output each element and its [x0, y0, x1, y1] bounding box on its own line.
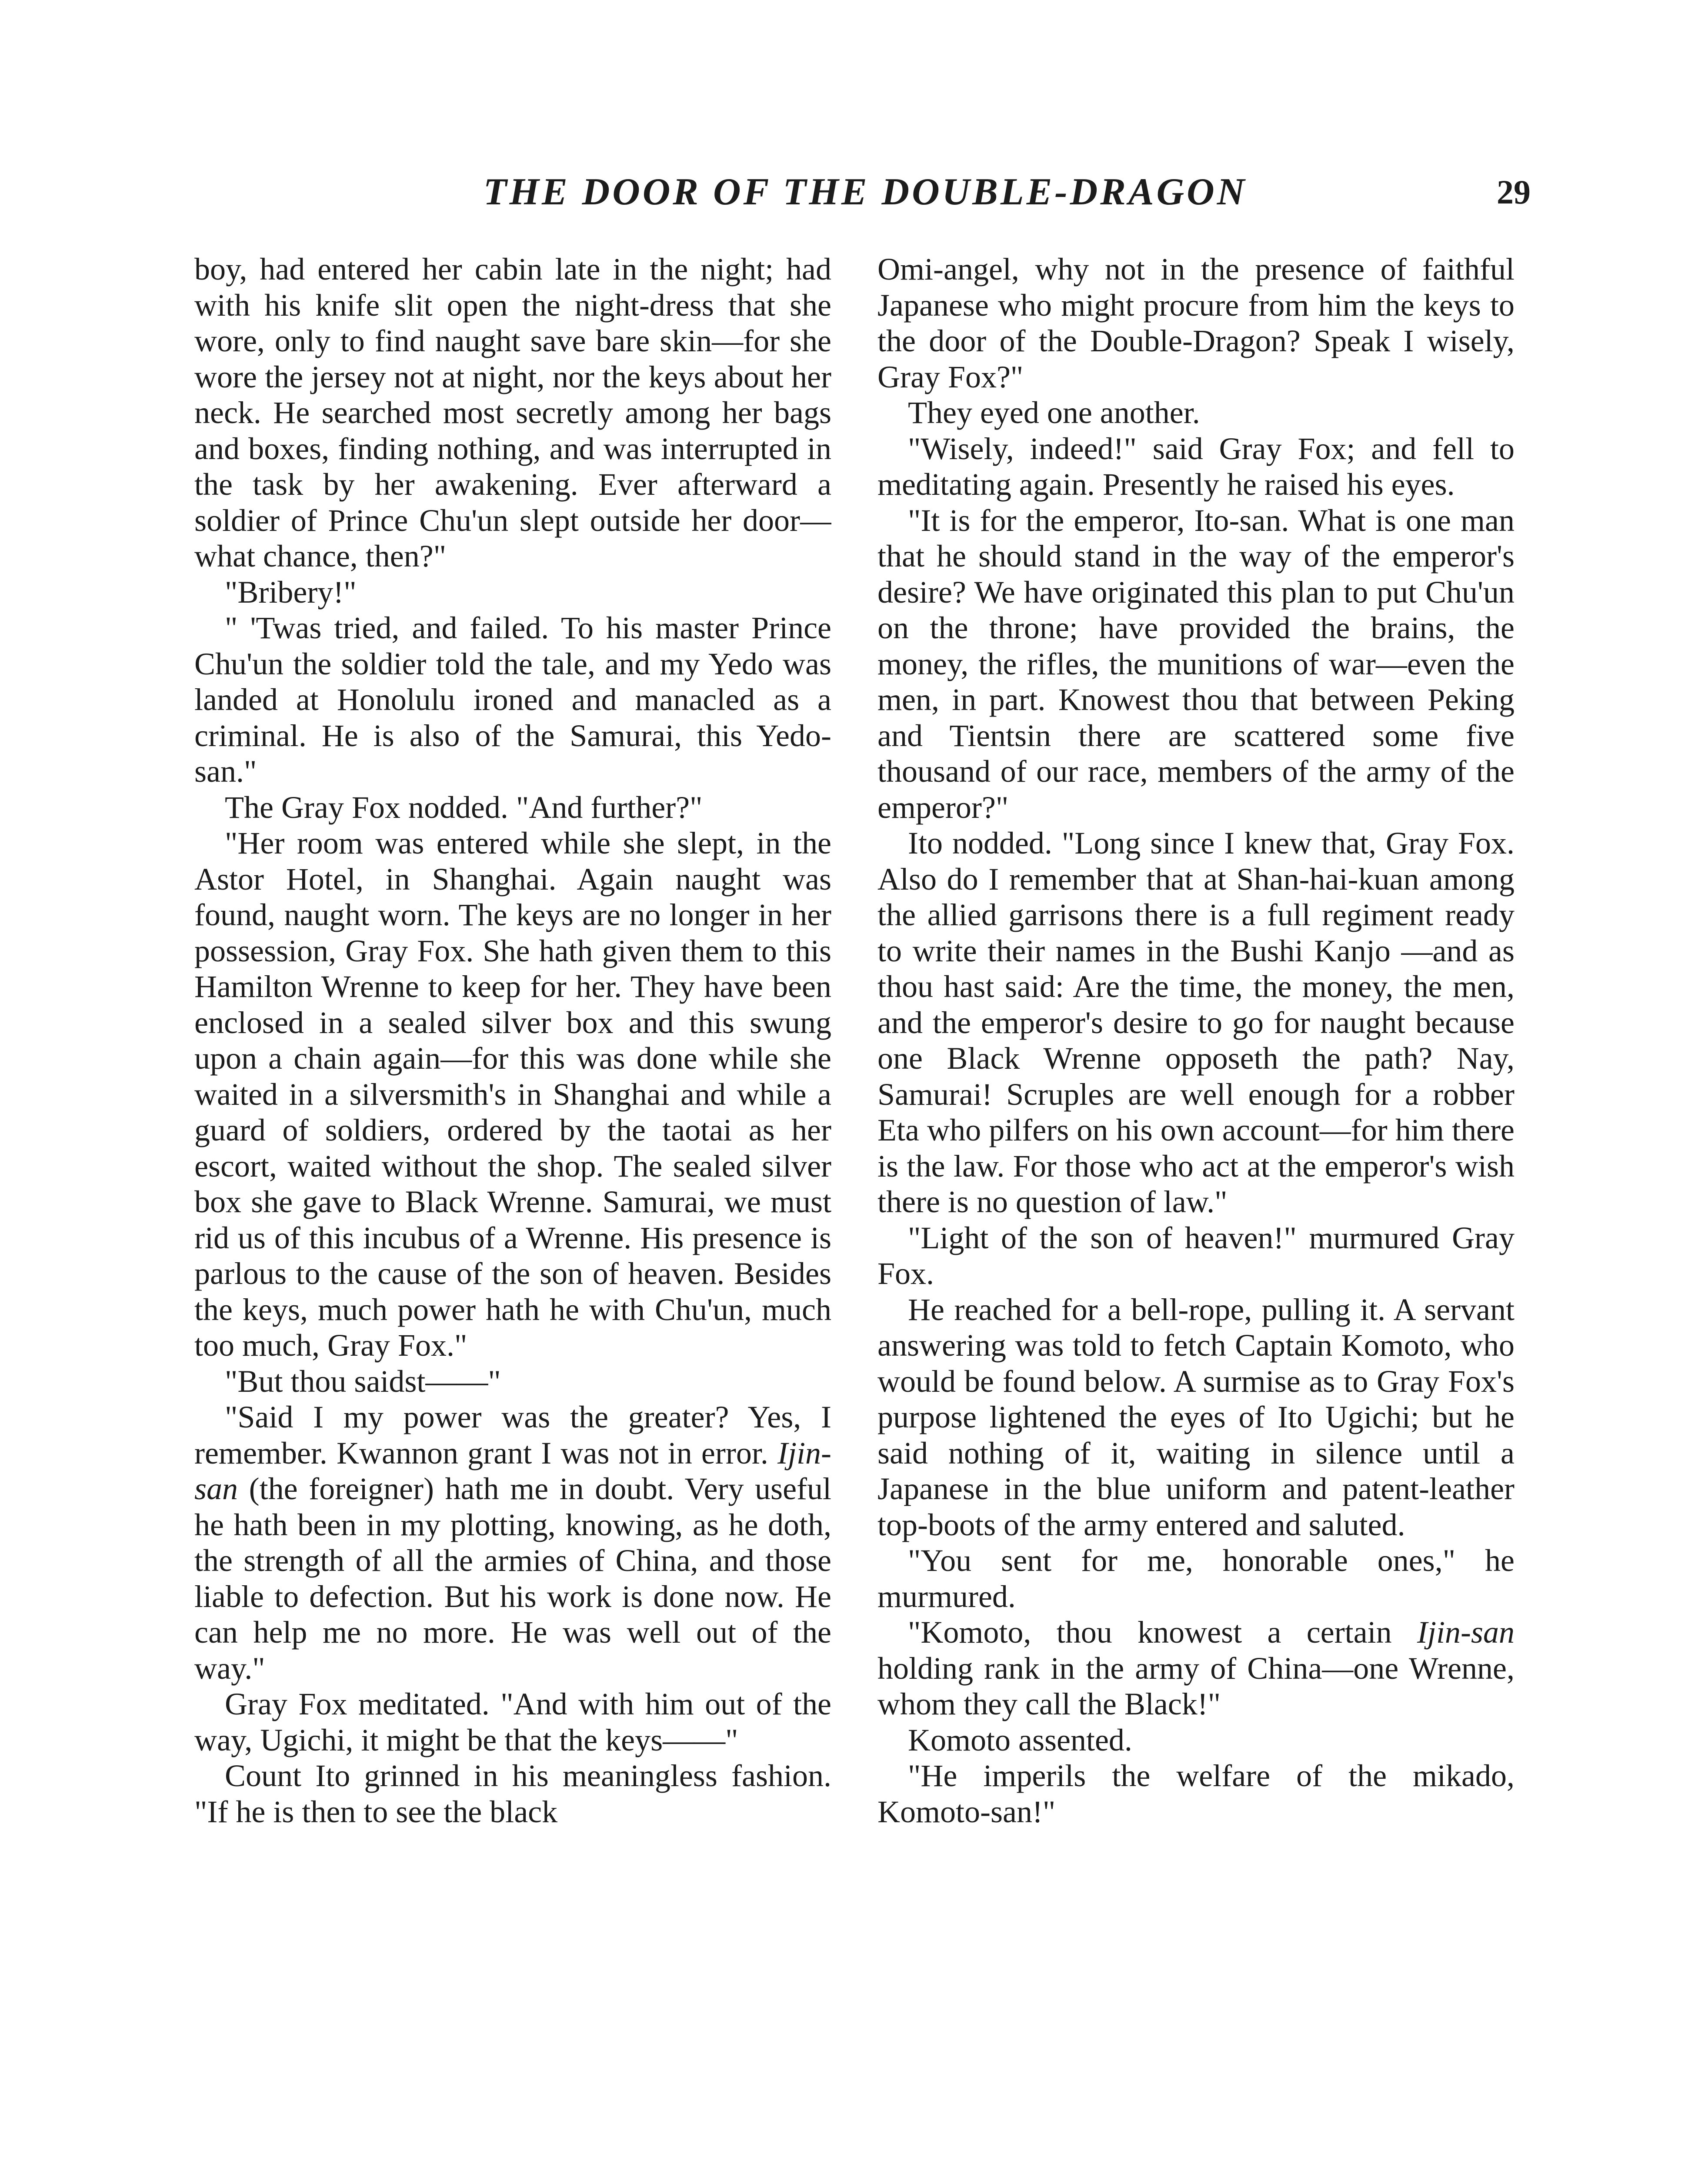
- italic-term: Ijin-san: [1417, 1615, 1515, 1650]
- left-column: [194, 251, 831, 2174]
- paragraph: boy, had entered her cabin late in the night; had with his knife slit open the night-dress that she wore, only to find naught save bare skin—for she wore the jersey not at night, nor the keys about her neck. He searched most secretly among her bags and boxes, finding nothing, and was interrupted in the task by her awakening. Ever afterward a soldier of Prince Chu'un slept outside her door—what chance, then?": [194, 252, 831, 574]
- paragraph: The Gray Fox nodded. "And further?": [225, 790, 703, 825]
- paragraph: " 'Twas tried, and failed. To his master Prince Chu'un the soldier told the tale, and my Yedo was landed at Honolulu ironed and manacled as a criminal. He is also of the Samurai, this Yedo-san.": [194, 610, 831, 789]
- page-number: 29: [1497, 173, 1531, 211]
- paragraph: "Light of the son of heaven!" murmured Gray Fox.: [877, 1220, 1515, 1291]
- paragraph: "But thou saidst——": [225, 1364, 501, 1399]
- paragraph: "Wisely, indeed!" said Gray Fox; and fell to meditating again. Presently he raised his eyes.: [877, 431, 1515, 502]
- paragraph: "He imperils the welfare of the mikado, Komoto-san!": [877, 1758, 1515, 1829]
- right-column: [877, 251, 1515, 2174]
- text-run: "Komoto, thou knowest a certain: [908, 1615, 1418, 1650]
- paragraph: Komoto assented.: [908, 1722, 1132, 1757]
- paragraph: "You sent for me, honorable ones," he murmured.: [877, 1543, 1515, 1614]
- paragraph: They eyed one another.: [908, 395, 1200, 430]
- paragraph: He reached for a bell-rope, pulling it. A servant answering was told to fetch Captain Komoto, who would be found below. A surmise as to Gray Fox's purpose lightened the eyes of Ito Ugichi; but he said nothing of it, waiting in silence until a Japanese in the blue uniform and patent-leather top-boots of the army entered and saluted.: [877, 1292, 1515, 1542]
- paragraph: "It is for the emperor, Ito-san. What is one man that he should stand in the way of the emperor's desire? We have originated this plan to put Chu'un on the throne; have provided the brains, the money, the rifles, the munitions of war—even the men, in part. Knowest thou that between Peking and Tientsin there are scattered some five thousand of our race, members of the army of the emperor?": [877, 503, 1515, 825]
- paragraph: [877, 1614, 1515, 1722]
- paragraph: Omi-angel, why not in the presence of faithful Japanese who might procure from him the keys to the door of the Double-Dragon? Speak I wisely, Gray Fox?": [877, 252, 1515, 394]
- paragraph: "Her room was entered while she slept, in the Astor Hotel, in Shanghai. Again naught was found, naught worn. The keys are no longer in her possession, Gray Fox. She hath given them to this Hamilton Wrenne to keep for her. They have been enclosed in a sealed silver box and this swung upon a chain again—for this was done while she waited in a silversmith's in Shanghai and while a guard of soldiers, ordered by the taotai as her escort, waited without the shop. The sealed silver box she gave to Black Wrenne. Samurai, we must rid us of this incubus of a Wrenne. His presence is parlous to the cause of the son of heaven. Besides the keys, much power hath he with Chu'un, much too much, Gray Fox.": [194, 826, 831, 1363]
- paragraph: Ito nodded. "Long since I knew that, Gray Fox. Also do I remember that at Shan-hai-kuan among the allied garrisons there is a full regiment ready to write their names in the Bushi Kanjo —and as thou hast said: Are the time, the money, the men, and the emperor's desire to go for naught because one Black Wrenne opposeth the path? Nay, Samurai! Scruples are well enough for a robber Eta who pilfers on his own account—for him there is the law. For those who act at the emperor's wish there is no question of law.": [877, 826, 1515, 1219]
- text-run: (the foreigner) hath me in doubt. Very useful he hath been in my plotting, knowing, as he doth, the strength of all the armies of China, and those liable to defection. But his work is done now. He can help me no more. He was well out of the way.": [194, 1471, 831, 1686]
- paragraph: [194, 1399, 831, 1686]
- paragraph: Gray Fox meditated. "And with him out of the way, Ugichi, it might be that the keys——": [194, 1687, 831, 1757]
- running-title: THE DOOR OF THE DOUBLE-DRAGON: [483, 171, 1248, 213]
- italic-term: Ijin-san: [194, 1435, 831, 1506]
- paragraph: Count Ito grinned in his meaningless fashion. "If he is then to see the black: [194, 1758, 831, 1829]
- text-run: holding rank in the army of China—one Wrenne, whom they call the Black!": [877, 1651, 1515, 1721]
- paragraph: "Bribery!": [225, 574, 357, 610]
- running-header: [191, 166, 1531, 227]
- text-run: "Said I my power was the greater? Yes, I remember. Kwannon grant I was not in error.: [194, 1400, 831, 1470]
